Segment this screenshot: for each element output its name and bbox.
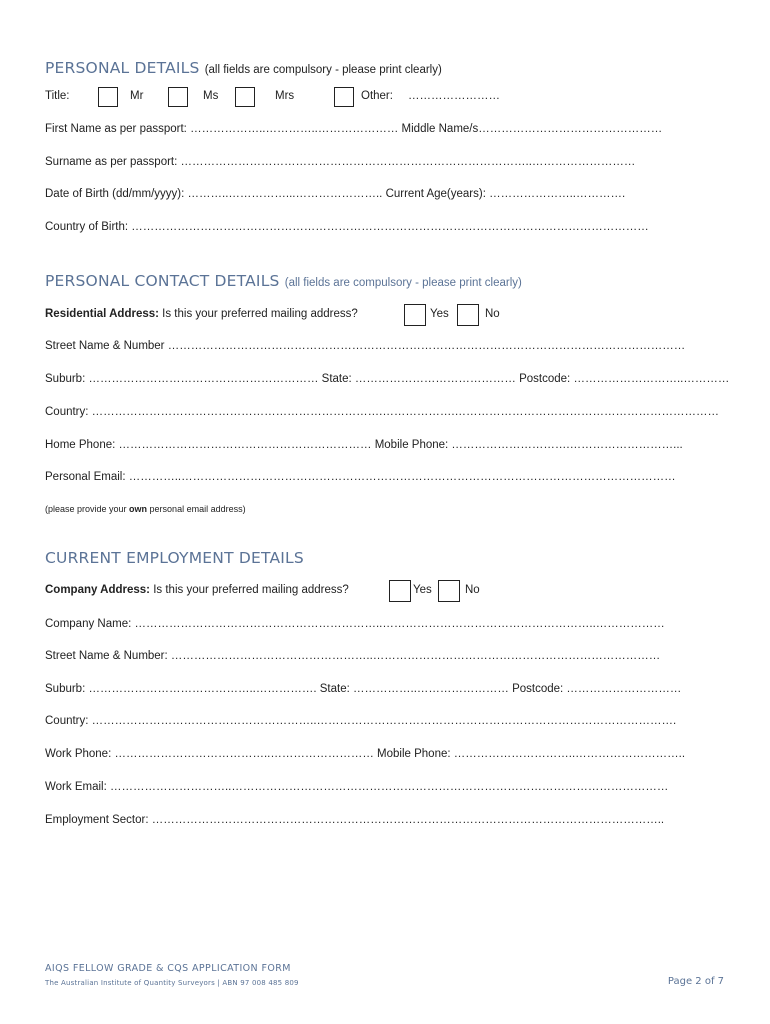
- company-yes-checkbox[interactable]: [389, 580, 411, 602]
- residential-address-label: Residential Address:: [45, 308, 159, 320]
- title-ms-checkbox[interactable]: [168, 87, 188, 107]
- title-other-label: Other:: [361, 90, 393, 102]
- email-hint: [45, 504, 246, 514]
- hint-bold: own: [129, 504, 148, 514]
- company-address-label: Company Address:: [45, 584, 151, 596]
- work-country-field[interactable]: Country: …………………………………………………..………………………………………………………………………………….: [45, 715, 677, 727]
- title-mr-label: Mr: [130, 90, 144, 102]
- company-address-question: [45, 584, 349, 596]
- residential-address-question: [45, 308, 358, 320]
- title-other-checkbox[interactable]: [334, 87, 354, 107]
- mailing-question: Is this your preferred mailing address?: [158, 308, 358, 320]
- personal-email-field[interactable]: Personal Email: …………..…………………………………………………………………………………………………………………: [45, 471, 676, 483]
- title-mr-checkbox[interactable]: [98, 87, 118, 107]
- hint-text: (please provide your: [45, 504, 130, 514]
- mailing-question: Is this your preferred mailing address?: [150, 584, 349, 596]
- country-field[interactable]: Country: ………………………………………………………………….……………….……………………………………………………………: [45, 406, 720, 418]
- date-of-birth-field[interactable]: Date of Birth (dd/mm/yyyy): ………..……………...………………….. Current Age(years): …………………..………….: [45, 188, 626, 200]
- title-other-field[interactable]: ……………………: [408, 90, 500, 102]
- personal-details-heading: [45, 59, 442, 77]
- page-number: Page 2 of 7: [667, 976, 724, 987]
- personal-contact-heading: [45, 272, 522, 290]
- company-name-field[interactable]: Company Name: ………………………………………………………..………………………………………………..………………: [45, 618, 665, 630]
- company-no-checkbox[interactable]: [438, 580, 460, 602]
- section-note: (all fields are compulsory - please print clearly): [284, 277, 522, 289]
- country-of-birth-field[interactable]: Country of Birth: ………………………………………………………………………………………………………………………: [45, 221, 649, 233]
- title-mrs-checkbox[interactable]: [235, 87, 255, 107]
- title-mrs-label: Mrs: [275, 90, 295, 102]
- surname-field[interactable]: Surname as per passport: ………………………………………………………………………………..………………………: [45, 156, 636, 168]
- residential-no-label: No: [485, 308, 500, 320]
- section-title: PERSONAL CONTACT DETAILS: [45, 272, 280, 290]
- hint-text: personal email address): [147, 504, 246, 514]
- first-name-field[interactable]: First Name as per passport: ………………..…………..………………… Middle Name/s…………………………………………: [45, 123, 663, 135]
- employment-heading: CURRENT EMPLOYMENT DETAILS: [45, 549, 304, 567]
- work-mobile-phone-field[interactable]: Work Phone: …………………………………..……………………… Mobile Phone: …………………………..………………………..: [45, 748, 686, 760]
- street-field[interactable]: Street Name & Number ………………………………………………………………………………………………………………………: [45, 340, 686, 352]
- company-yes-label: Yes: [413, 584, 432, 596]
- work-suburb-state-postcode-field[interactable]: Suburb: ……………………………………..……………. State: ……………..…………………… Postcode: …………………………: [45, 683, 682, 695]
- residential-yes-checkbox[interactable]: [404, 304, 426, 326]
- section-note: (all fields are compulsory - please print clearly): [204, 64, 442, 76]
- employment-sector-field[interactable]: Employment Sector: ……………………………………………………………………………………………………………………..: [45, 814, 665, 826]
- work-street-field[interactable]: Street Name & Number: ……………………………………………..…………………………………………………………………: [45, 650, 661, 662]
- title-ms-label: Ms: [203, 90, 219, 102]
- section-title: PERSONAL DETAILS: [45, 59, 200, 77]
- title-label: Title:: [45, 90, 70, 102]
- footer-form-title: AIQS FELLOW GRADE & CQS APPLICATION FORM: [45, 963, 291, 974]
- home-mobile-phone-field[interactable]: Home Phone: ………………………………………………………… Mobile Phone: ………………………….………………………...: [45, 439, 683, 451]
- residential-no-checkbox[interactable]: [457, 304, 479, 326]
- residential-yes-label: Yes: [430, 308, 449, 320]
- footer-organisation: The Australian Institute of Quantity Surveyors | ABN 97 008 485 809: [45, 979, 299, 987]
- work-email-field[interactable]: Work Email: …………………………..……………………………………………………………………………………………………: [45, 781, 669, 793]
- company-no-label: No: [465, 584, 480, 596]
- suburb-state-postcode-field[interactable]: Suburb: …………………………………………………… State: …………………………………… Postcode: ………………………..…………: [45, 373, 730, 385]
